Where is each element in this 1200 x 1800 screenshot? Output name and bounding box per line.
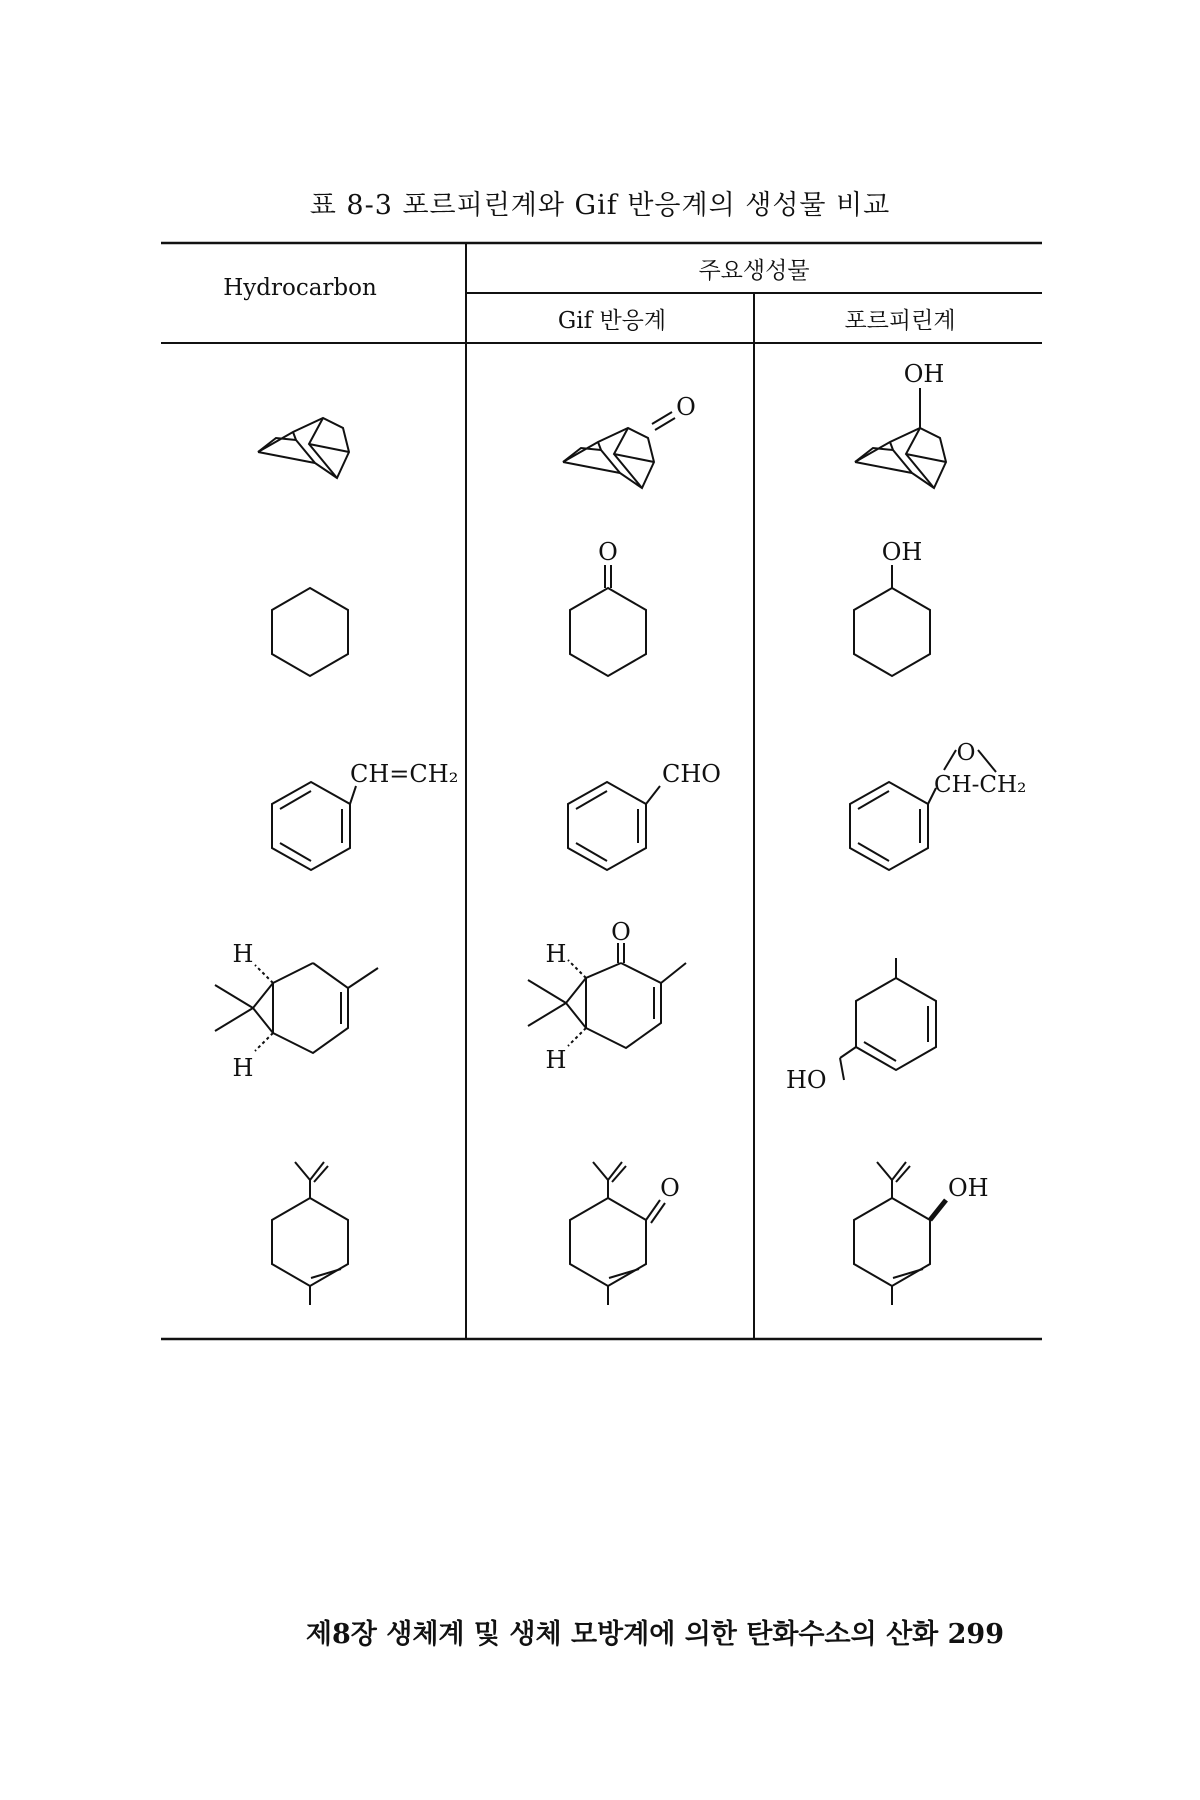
styrene-oxide-structure — [850, 750, 996, 870]
header-hydrocarbon: Hydrocarbon — [223, 275, 377, 301]
header-gif: Gif 반응계 — [557, 308, 667, 334]
cyclohexanone-oxygen: O — [598, 538, 618, 566]
adamantanol-oh: OH — [903, 360, 945, 388]
adamantanone-structure — [563, 412, 675, 488]
carveol-oh: OH — [948, 1174, 989, 1202]
carenone-h-bottom: H — [545, 1046, 567, 1074]
adamantanone-oxygen: O — [676, 393, 696, 421]
table-caption: 표 8-3 포르피린계와 Gif 반응계의 생성물 비교 — [309, 190, 891, 221]
epoxide-chain: CH-CH₂ — [934, 772, 1027, 798]
carene-product-ho: HO — [786, 1066, 827, 1094]
adamantanol-structure — [855, 388, 946, 488]
limonene-structure — [272, 1162, 348, 1305]
header-main-products: 주요생성물 — [698, 258, 810, 284]
carene-product-structure — [840, 958, 936, 1080]
cyclohexane-structure — [272, 588, 348, 676]
carveol-structure — [854, 1162, 946, 1305]
carene-structure — [215, 963, 378, 1053]
carenone-oxygen: O — [611, 918, 631, 946]
cyclohexanol-structure — [854, 565, 930, 676]
carvone-oxygen: O — [660, 1174, 680, 1202]
benzaldehyde-structure — [568, 782, 660, 870]
cyclohexanone-structure — [570, 565, 646, 676]
carene-h-top: H — [232, 940, 254, 968]
benzaldehyde-cho: CHO — [662, 760, 721, 788]
epoxide-oxygen: O — [956, 740, 976, 766]
cyclohexanol-oh: OH — [881, 538, 923, 566]
styrene-structure — [272, 782, 356, 870]
adamantane-structure — [258, 418, 349, 478]
carenone-h-top: H — [545, 940, 567, 968]
carene-h-bottom: H — [232, 1054, 254, 1082]
carvone-structure — [570, 1162, 665, 1305]
header-porphyrin: 포르피린계 — [844, 308, 956, 334]
page-footer: 제8장 생체계 및 생체 모방계에 의한 탄화수소의 산화 299 — [305, 1619, 1004, 1650]
styrene-vinyl: CH=CH₂ — [350, 760, 459, 788]
